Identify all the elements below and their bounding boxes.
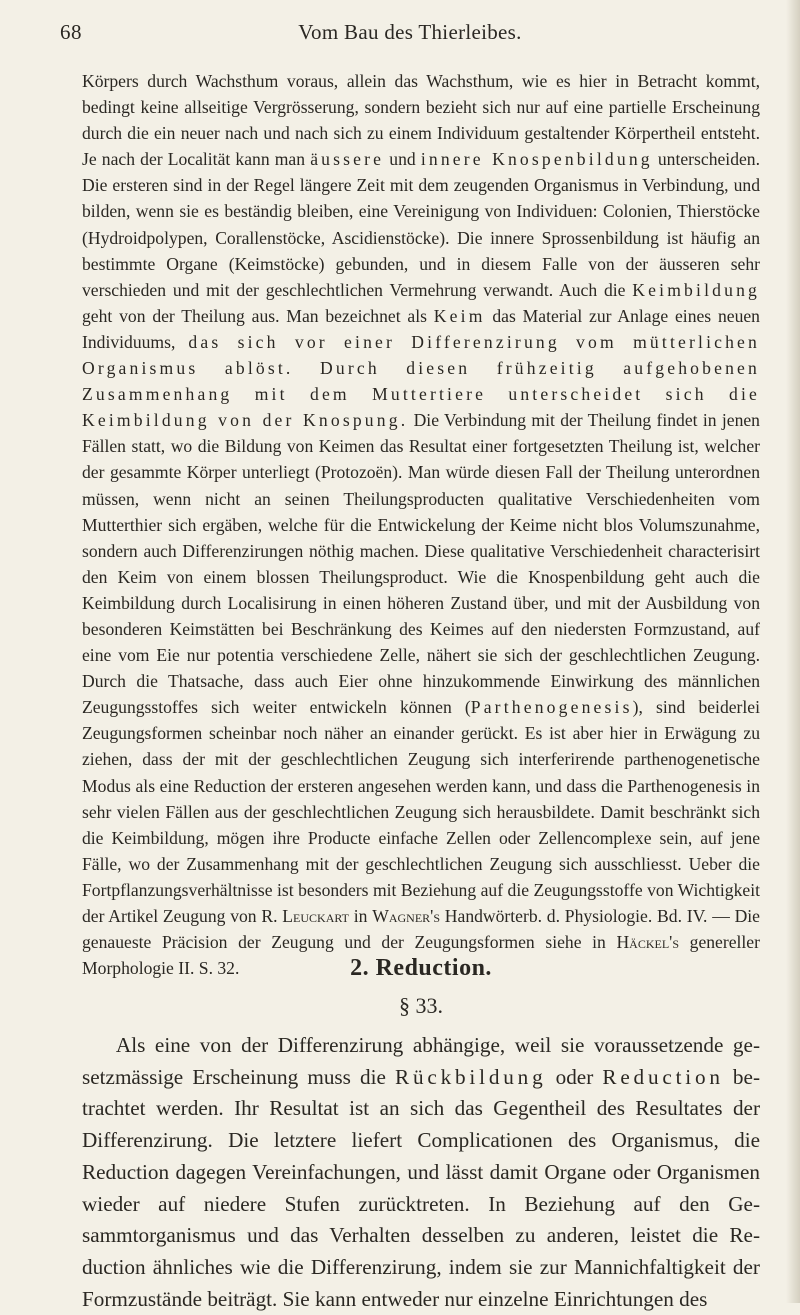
text-segment: und [384,149,421,170]
emphasis-innere-knospenbildung: innere Knospenbildung [420,149,653,170]
author-leuckart: Leuckart [282,906,349,926]
text-segment: in [348,906,373,926]
section-heading: 2. Reduction. [350,955,492,981]
author-wagner: Wagner's [372,906,441,926]
emphasis-keim: Keim [433,305,486,326]
emphasis-aeussere: äussere [310,149,385,170]
body-paragraph [82,68,760,981]
emphasis-definition: das sich vor einer Differenzirung vom mütterlichen Organismus ablöst. Durch diesen frühzeitig aufgehobenen Zusammenhang mit dem Muttertiere unterscheidet sich die Keimbildung von der Knospung. [82,331,761,431]
emphasis-reduction: Reduction [602,1064,724,1089]
page-header [60,14,760,54]
running-head: Vom Bau des Thierleibes. [298,20,522,44]
text-segment: Als eine von der Differenzirung abhängige, weil sie voraussetzende gesetzmässige Erscheinung muss die [82,1033,760,1089]
page-edge-shadow [786,0,800,1303]
paragraph-number: § 33. [399,993,443,1018]
text-segment: geht von der Theilung aus. Man bezeichnet als [82,305,434,326]
text-segment: Handwörterb. d. Physiologie. Bd. IV. — Die genaueste Präcision der Zeugung und der Zeugungsformen siehe in [82,906,760,953]
emphasis-rueckbildung: Rückbildung [395,1064,547,1089]
text-segment: genereller Morphologie II. S. 32. [82,932,760,979]
text-segment: Die Verbindung mit der Theilung findet in jenen Fällen statt, wo die Bildung von Keimen das Resultat einer fortgesetzten Theilung ist, welcher der gesammte Körper unterliegt (Protozoën). Man würde diesen Fall der Theilung unterordnen müssen, wenn nicht an seinen Theilungsproducten qualitative Verschiedenheiten vom Mutterthier sich ergäben, welche für die Entwickelung der Keime nicht blos Volumszunahme, sondern auch Differenzirungen nöthig machen. Diese qualitative Verschiedenheit characterisirt den Keim von einem blossen Theilungsproduct. Wie die Knospenbildung geht auch die Keimbildung durch Localisirung in einen höheren Zustand über, und mit der Ausbildung von besonderen Keimstätten bei Beschränkung des Keimes auf den niedersten Formzustand, auf eine vom Eie nur potentia verschiedene Zelle, nähert sie sich der geschlechtlichen Zeugung. Durch die Thatsache, dass auch Eier ohne hinzukommende Einwirkung des männlichen Zeugungsstoffes sich weiter entwickeln können ( [82,410,760,718]
page-number: 68 [60,20,82,44]
text-segment: ), sind beiderlei Zeugungsformen scheinbar noch näher an einander gerückt. Es ist aber hier in Erwägung zu ziehen, dass der mit der geschlechtlichen Zeugung sich interferirende parthenogenetische Modus als eine Reduction der ersteren angesehen werden kann, und dass die Parthenogenesis in sehr vielen Fällen aus der geschlechtlichen Zeugung sich herausbildete. Damit beschränkt sich die Keimbildung, mögen ihre Producte einfache Zellen oder Zellencomplexe sein, auf jene Fälle, wo der Zusammenhang mit der geschlechtlichen Zeugung sich ausschliesst. Ueber die Fortpflanzungsverhältnisse ist besonders mit Beziehung auf die Zeugungsstoffe von Wichtigkeit der Artikel Zeugung von R. [82,697,760,926]
text-segment: Körpers durch Wachsthum voraus, allein das Wachsthum, wie es hier in Betracht kommt, bedingt keine allseitige Vergrösserung, sondern bezieht sich nur auf eine partielle Erscheinung durch die ein neuer nach und nach sich zu einem Individuum gestaltender Körpertheil entsteht. Je nach der Localität kann man [82,71,760,170]
emphasis-keimbildung: Keimbildung [632,279,760,300]
text-segment: unterscheiden. Die ersteren sind in der Regel längere Zeit mit dem zeugenden Organismus in Verbindung, und bilden, wenn sie es beständig bleiben, eine Vereinigung von Individuen: Colonien, Thierstöcke (Hydroidpolypen, Corallenstöcke, Ascidienstöcke). Die innere Sprossenbildung ist häufig an bestimmte Organe (Keimstöcke) gebunden, und in diesem Falle von der äusseren sehr verschieden und mit der geschlechtlichen Vermehrung verwandt. Auch die [82,149,760,300]
text-segment: betrachtet werden. Ihr Resultat ist an sich das Gegentheil des Resultates der Differenzirung. Die letztere liefert Complicationen des Organismus, die Reduction dagegen Vereinfachungen, und lässt damit Organe oder Organismen wieder auf niedere Stufen zurücktreten. In Beziehung auf den Gesammtorganismus und das Verhalten desselben zu anderen, leistet die Reduction ähnliches wie die Differenzirung, indem sie zur Mannichfaltigkeit der Formzustände beiträgt. Sie kann entweder nur einzelne Einrichtungen des [82,1064,760,1311]
text-segment: oder [546,1064,603,1089]
body-text-block [82,68,760,981]
author-haeckel: Häckel's [616,932,680,953]
section-text-block [82,1030,760,1315]
emphasis-parthenogenesis: Parthenogenesis [470,697,633,718]
text-segment: das Material zur Anlage eines neuen Individuums, [82,305,760,352]
section-paragraph [82,1030,760,1315]
